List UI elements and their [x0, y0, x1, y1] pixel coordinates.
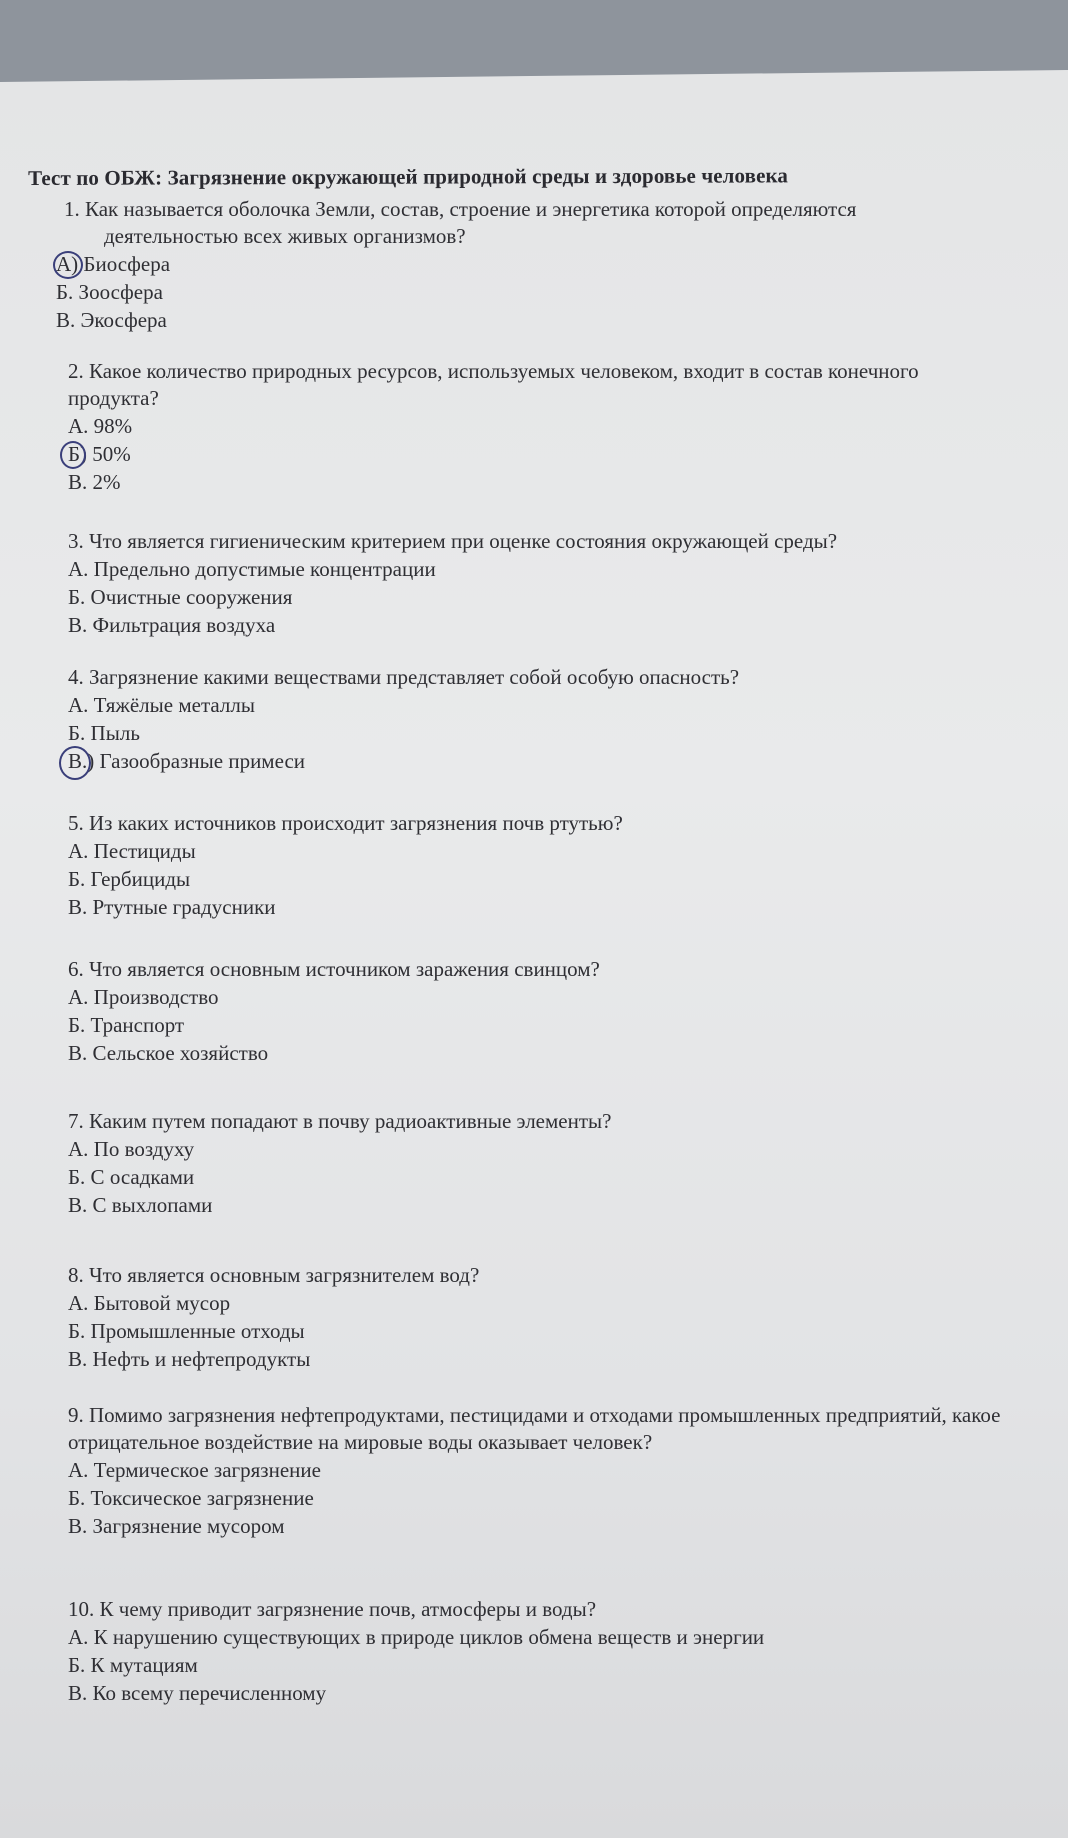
answer-circle-mark: [60, 441, 86, 469]
answer-option-b: Б. С осадками: [68, 1165, 195, 1189]
question-7: [68, 1108, 1048, 1219]
answer-option-a: А. По воздуху: [68, 1137, 195, 1161]
answer-option-c: В. 2%: [68, 470, 121, 494]
question-4: [68, 664, 1048, 775]
question-text: 9. Помимо загрязнения нефтепродуктами, пестицидами и отходами промышленных предприятий, какое отрицательное воздействие на мировые воды оказывает человек?: [68, 1403, 1001, 1454]
answer-option-c: В. Фильтрация воздуха: [68, 613, 276, 637]
answer-option-b: Б. К мутациям: [68, 1653, 198, 1677]
answer-option-c: В. Ко всему перечисленному: [68, 1681, 327, 1705]
answer-option-c: В. Ртутные градусники: [68, 895, 276, 919]
question-text: 7. Каким путем попадают в почву радиоактивные элементы?: [68, 1109, 612, 1133]
answer-option-c: В. Сельское хозяйство: [68, 1041, 269, 1065]
answer-option-c: В. Загрязнение мусором: [68, 1514, 285, 1538]
question-text: 8. Что является основным загрязнителем вод?: [68, 1263, 480, 1287]
answer-option-b: Б. Зоосфера: [56, 280, 163, 304]
answer-option-b: Б. Гербициды: [68, 867, 191, 891]
answer-option-a: А. Бытовой мусор: [68, 1291, 231, 1315]
answer-option-b: Б. Промышленные отходы: [68, 1319, 305, 1343]
question-text: 5. Из каких источников происходит загрязнения почв ртутью?: [68, 811, 623, 835]
question-3: [68, 528, 1048, 639]
answer-option-b: Б. Очистные сооружения: [68, 585, 293, 609]
question-text: 4. Загрязнение какими веществами представляет собой особую опасность?: [68, 665, 740, 689]
answer-circle-mark: [53, 251, 83, 279]
answer-option-c: В. Экосфера: [56, 308, 167, 332]
answer-circle-mark: [59, 746, 91, 780]
answer-option-c: В.) Газообразные примеси: [68, 747, 1048, 775]
answer-option-b: Б. Пыль: [68, 721, 140, 745]
question-text: 10. К чему приводит загрязнение почв, атмосферы и воды?: [68, 1597, 597, 1621]
answer-option-a: А. Производство: [68, 985, 219, 1009]
question-2: [68, 358, 1048, 496]
question-5: [68, 810, 1048, 921]
question-text: 2. Какое количество природных ресурсов, используемых человеком, входит в состав конечного продукта?: [68, 359, 919, 410]
question-text: 6. Что является основным источником заражения свинцом?: [68, 957, 600, 981]
answer-option-b: Б) 50%: [68, 440, 1048, 468]
document-title: Тест по ОБЖ: Загрязнение окружающей природной среды и здоровье человека: [28, 163, 789, 190]
answer-option-a: А. Тяжёлые металлы: [68, 693, 255, 717]
question-text: 1. Как называется оболочка Земли, состав, строение и энергетика которой определяются деятельностью всех живых организмов?: [64, 197, 857, 248]
answer-option-a: А. Предельно допустимые концентрации: [68, 557, 436, 581]
question-10: [68, 1596, 1048, 1707]
answer-option-a: А. Пестициды: [68, 839, 196, 863]
answer-option-c: В. Нефть и нефтепродукты: [68, 1347, 311, 1371]
answer-option-a: А. К нарушению существующих в природе циклов обмена веществ и энергии: [68, 1625, 765, 1649]
answer-option-a: А. Термическое загрязнение: [68, 1458, 321, 1482]
question-9: [68, 1402, 1048, 1540]
question-6: [68, 956, 1048, 1067]
answer-option-a: А) Биосфера: [56, 250, 1044, 278]
question-8: [68, 1262, 1048, 1373]
answer-option-c: В. С выхлопами: [68, 1193, 213, 1217]
answer-option-a: А. 98%: [68, 414, 133, 438]
answer-option-b: Б. Токсическое загрязнение: [68, 1486, 314, 1510]
answer-option-b: Б. Транспорт: [68, 1013, 185, 1037]
question-1: [56, 196, 1044, 334]
question-text: 3. Что является гигиеническим критерием при оценке состояния окружающей среды?: [68, 529, 838, 553]
